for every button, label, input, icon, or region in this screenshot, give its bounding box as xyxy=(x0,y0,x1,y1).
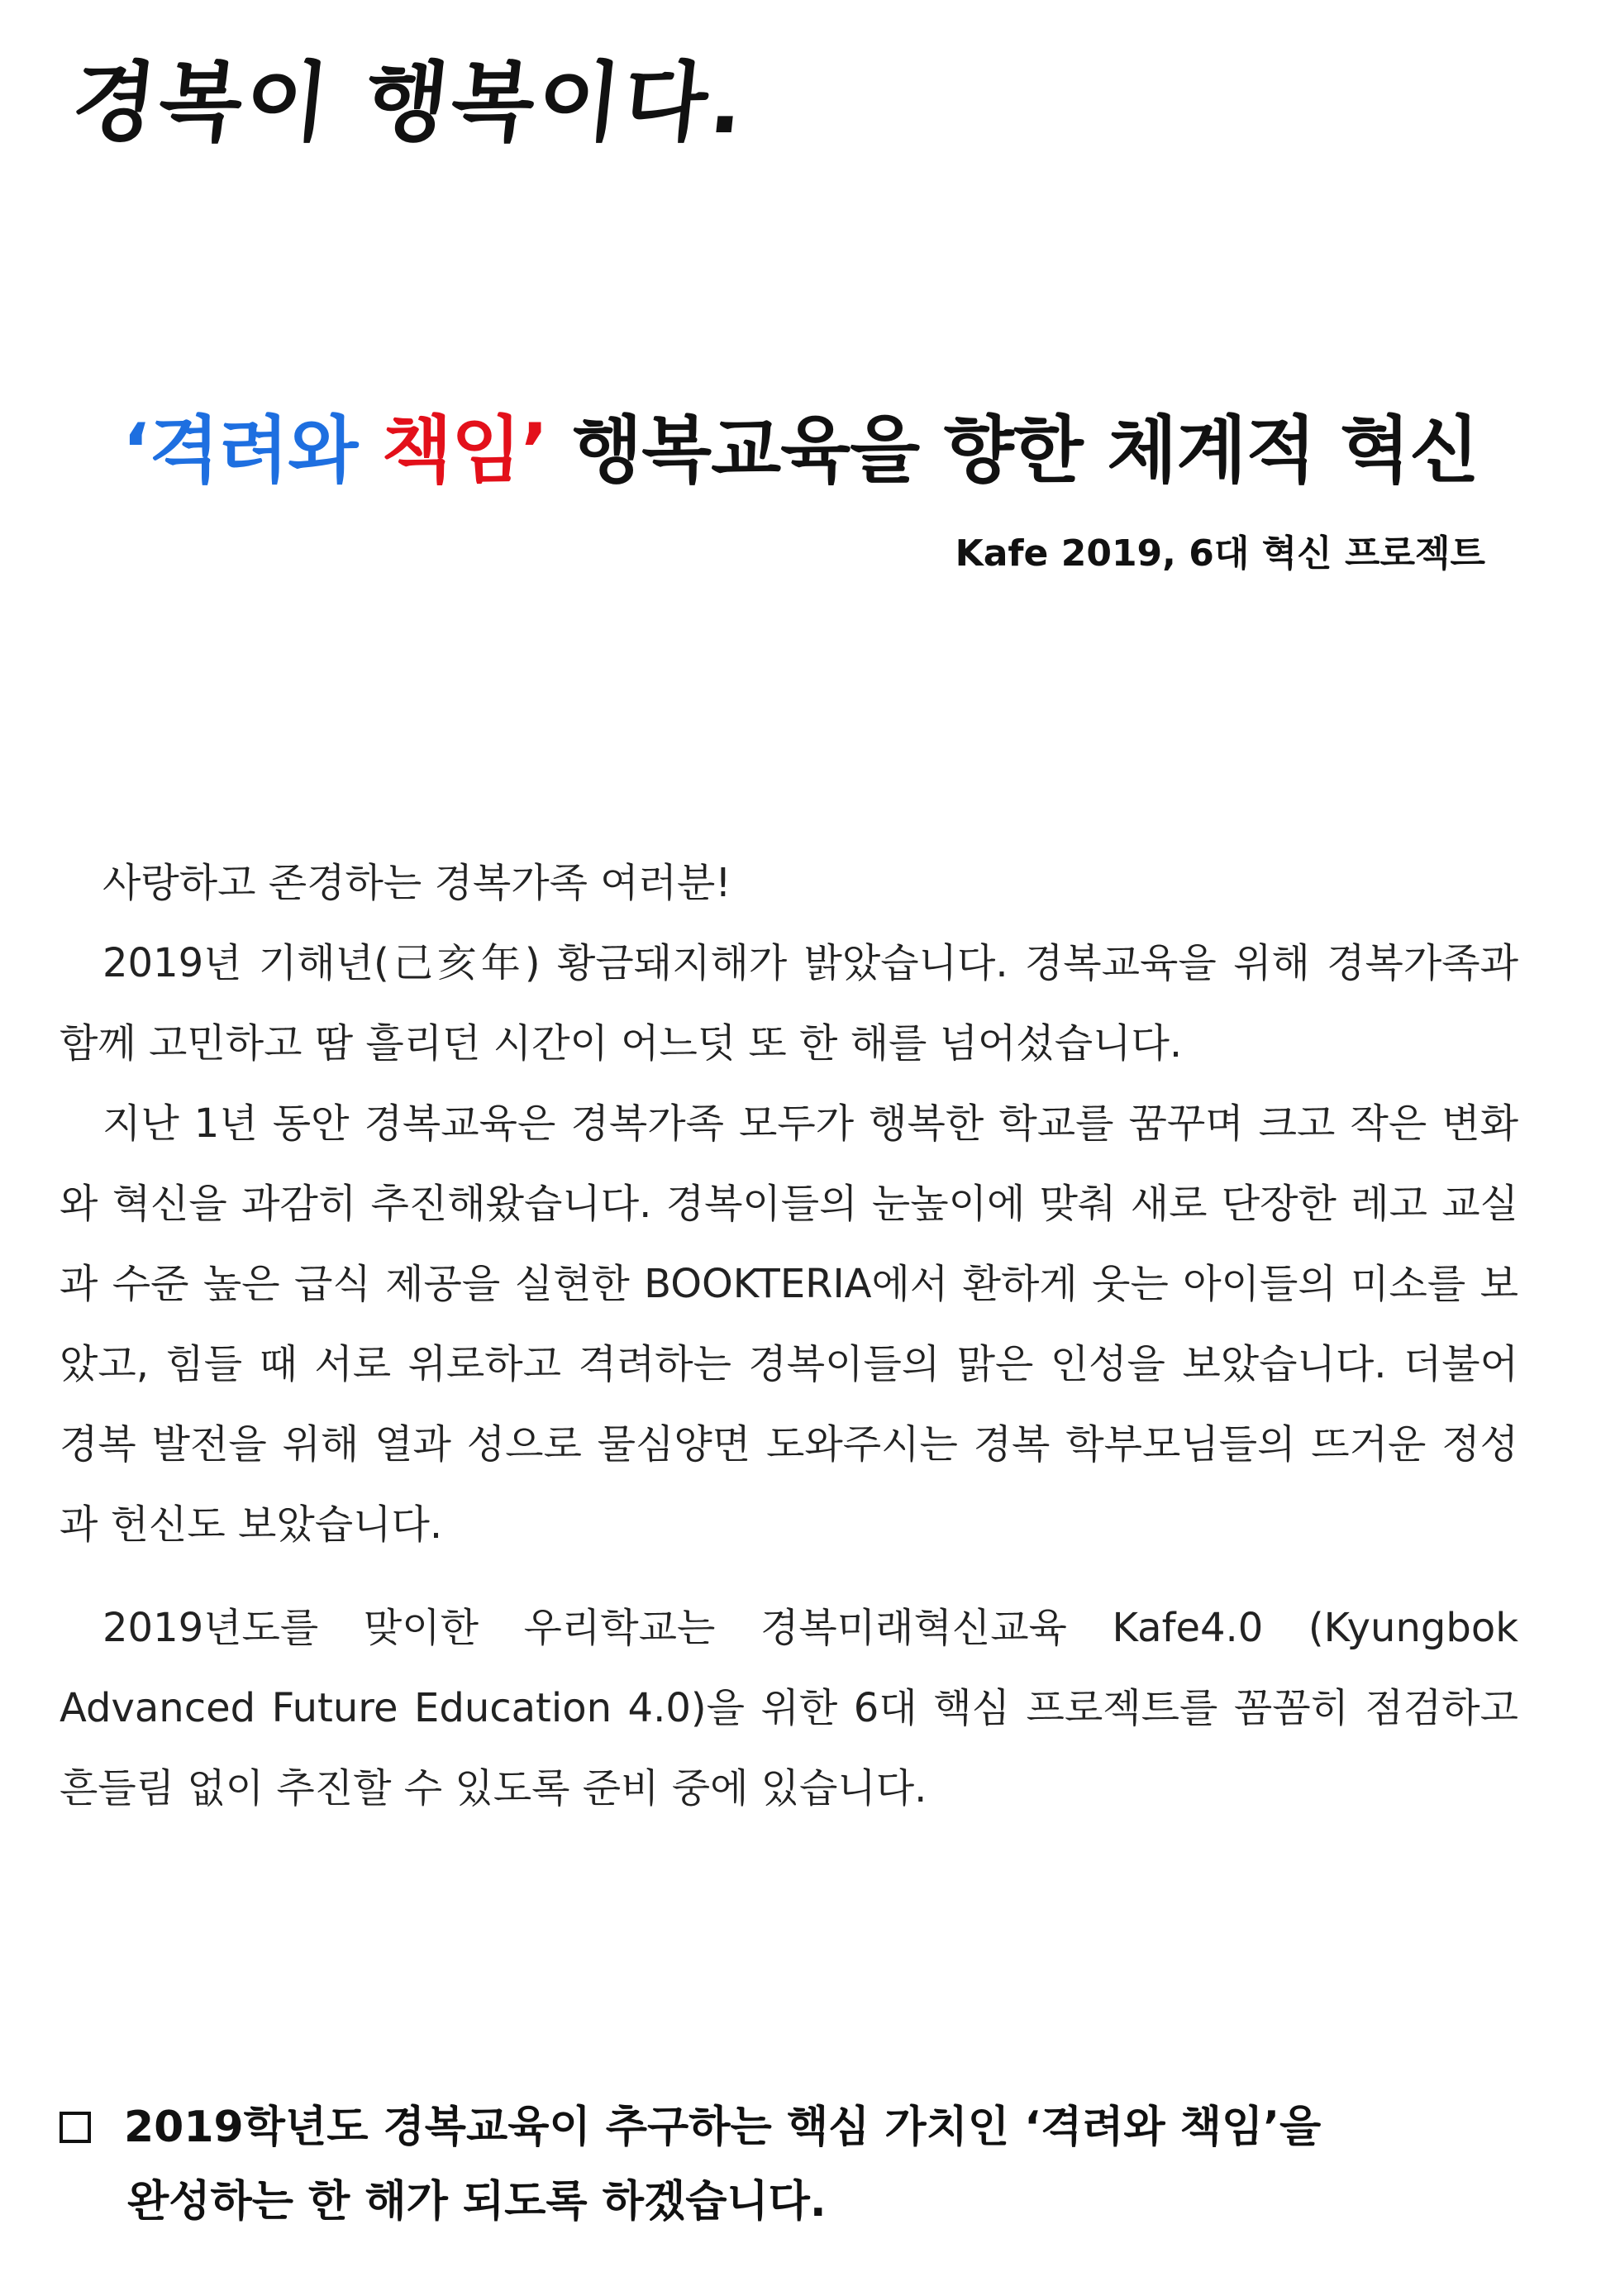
closing-row-1 xyxy=(60,2090,1547,2165)
paragraph-new-year: 2019년 기해년(己亥年) 황금돼지해가 밝았습니다. 경복교육을 위해 경복가족과 함께 고민하고 땀 흘리던 시간이 어느덧 또 한 해를 넘어섰습니다. xyxy=(60,940,1518,1067)
closing-line-1: 2019학년도 경복교육이 추구하는 핵심 가치인 ‘격려와 책임’을 xyxy=(124,2103,1322,2152)
school-slogan-logo: 경복이 행복이다. xyxy=(67,52,752,153)
paragraph-kafe-plan: 2019년도를 맞이한 우리학교는 경복미래혁신교육 Kafe4.0 (Kyungbok Advanced Future Education 4.0)을 위한 6대 핵심 프로젝트를 꼼꼼히 점검하고 흔들림 없이 추진할 수 있도록 준비 중에 있습니다. xyxy=(60,1605,1518,1812)
closing-line-2: 완성하는 한 해가 되도록 하겠습니다. xyxy=(127,2177,827,2227)
title-rest: 행복교육을 향한 체계적 혁신 xyxy=(572,408,1479,493)
page-subtitle: Kafe 2019, 6대 혁신 프로젝트 xyxy=(955,532,1485,575)
closing-statement xyxy=(60,2090,1547,2239)
paragraph-past-year: 지난 1년 동안 경복교육은 경복가족 모두가 행복한 학교를 꿈꾸며 크고 작은 변화와 혁신을 과감히 추진해왔습니다. 경복이들의 눈높이에 맞춰 새로 단장한 레고 교실과 수준 높은 급식 제공을 실현한 BOOKTERIA에서 환하게 웃는 아이들의 미소를 보았고, 힘들 때 서로 위로하고 격려하는 경복이들의 맑은 인성을 보았습니다. 더불어 경복 발전을 위해 열과 성으로 물심양면 도와주시는 경복 학부모님들의 뜨거운 정성과 헌신도 보았습니다. xyxy=(60,1100,1518,1548)
page-title xyxy=(0,407,1601,494)
checkbox-bullet-icon xyxy=(60,2112,91,2143)
title-highlight-blue: ‘격려와 xyxy=(122,408,358,493)
letter-body xyxy=(60,843,1518,1829)
paragraph-greeting: 사랑하고 존경하는 경복가족 여러분! xyxy=(102,860,731,906)
title-highlight-red: 책임’ xyxy=(382,408,548,493)
